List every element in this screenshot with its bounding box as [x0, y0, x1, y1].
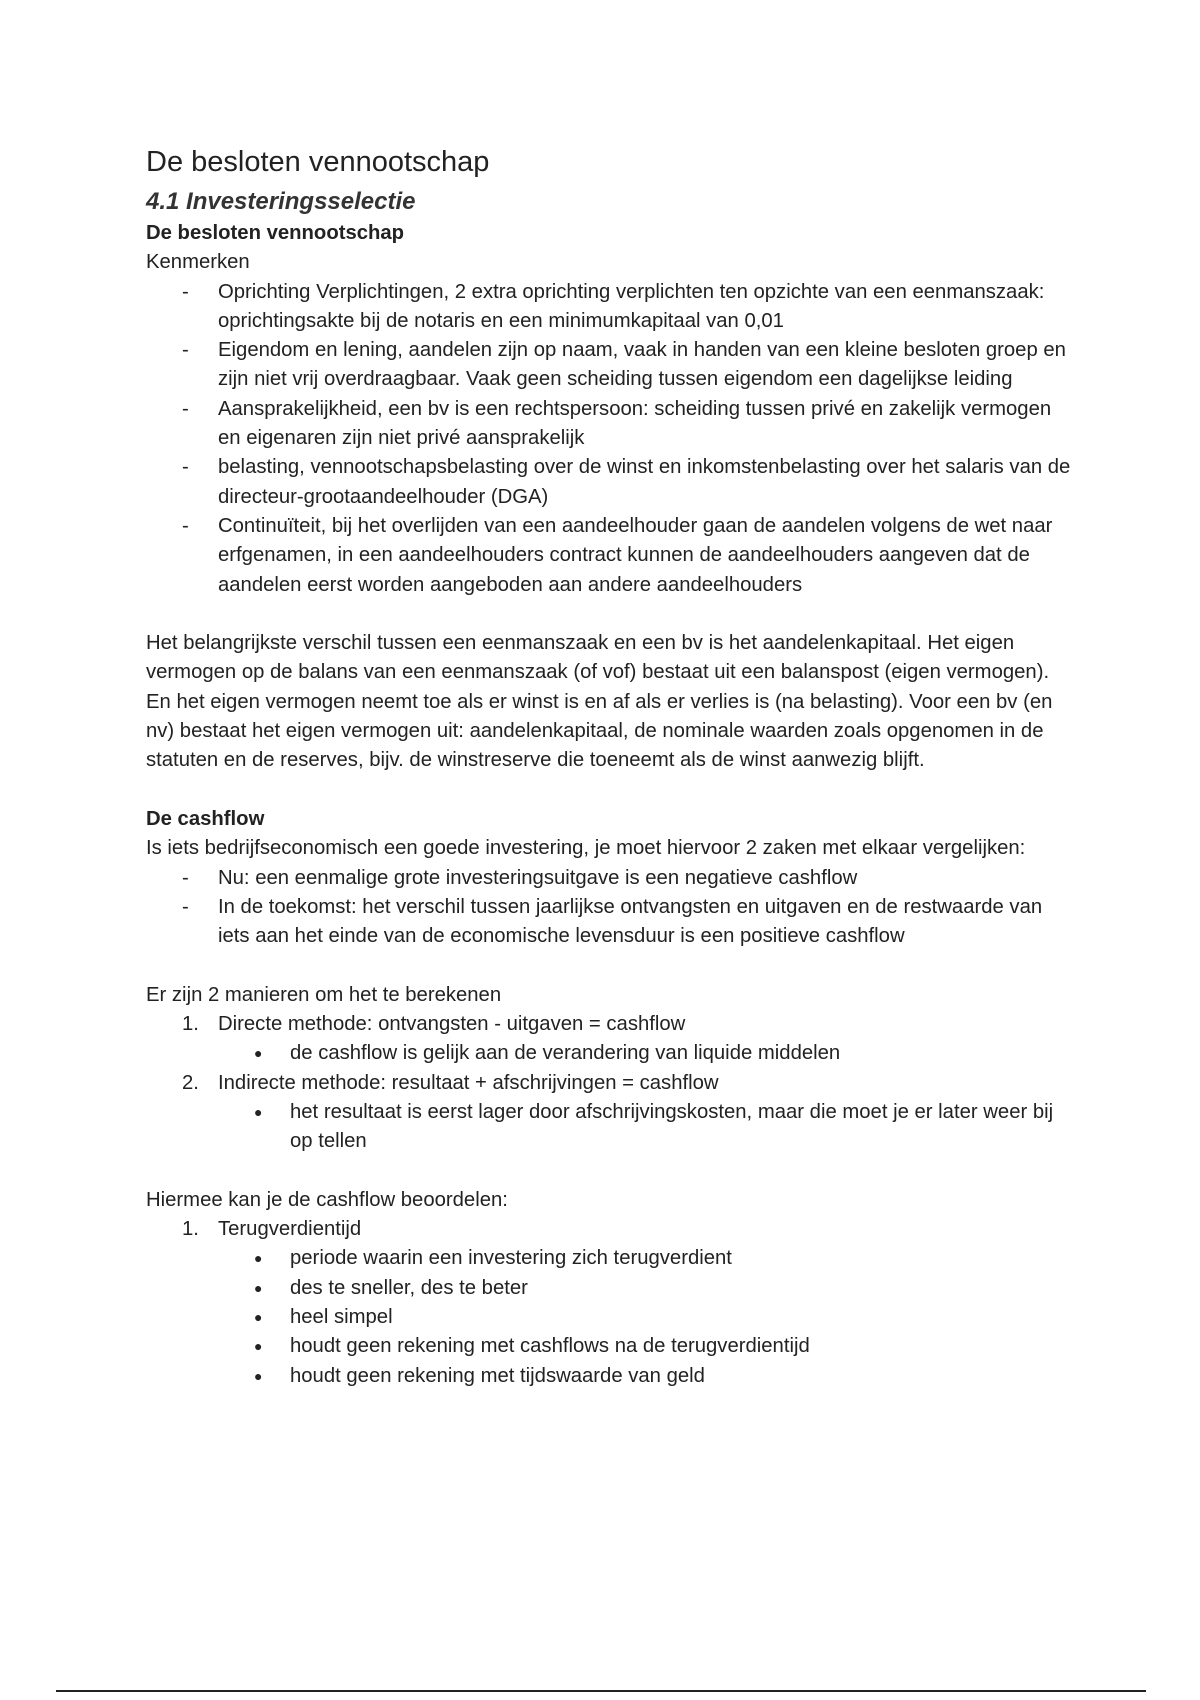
- bullet-list: [146, 1098, 1076, 1157]
- list-item: - Oprichting Verplichtingen, 2 extra oprichting verplichten ten opzichte van een eenmanszaak: oprichtingsakte bij de notaris en een minimumkapitaal van 0,01: [146, 278, 1076, 337]
- bullet-item: ● houdt geen rekening met tijdswaarde van geld: [146, 1362, 1076, 1391]
- judge-list: [146, 1215, 1076, 1244]
- numbered-item-text: Terugverdientijd: [218, 1218, 362, 1241]
- list-number: 2.: [182, 1071, 199, 1094]
- bullet-item: ● houdt geen rekening met cashflows na de terugverdientijd: [146, 1332, 1076, 1361]
- list-item: - Eigendom en lening, aandelen zijn op naam, vaak in handen van een kleine besloten groep en zijn niet vrij overdraagbaar. Vaak geen scheiding tussen eigendom een dagelijkse leiding: [146, 336, 1076, 395]
- document-body: [146, 219, 1076, 1391]
- list-number: 1.: [182, 1013, 199, 1036]
- list-number: 1.: [182, 1218, 199, 1241]
- paragraph-aandelenkapitaal: Het belangrijkste verschil tussen een eenmanszaak en een bv is het aandelenkapitaal. Het eigen vermogen op de balans van een eenmanszaak (of vof) bestaat uit een balanspost (eigen vermogen). En het eigen vermogen neemt toe als er winst is en af als er verlies is (na belasting). Voor een bv (en nv) bestaat het eigen vermogen uit: aandelenkapitaal, de nominale waarden zoals opgenomen in de statuten en de reserves, bijv. de winstreserve die toeneemt als de winst aanwezig blijft.: [146, 632, 1053, 772]
- bullet-item: ● des te sneller, des te beter: [146, 1274, 1076, 1303]
- methods-list: [146, 1010, 1076, 1039]
- cashflow-intro: Is iets bedrijfseconomisch een goede investering, je moet hiervoor 2 zaken met elkaar vergelijken:: [146, 837, 1026, 860]
- kenmerken-label: Kenmerken: [146, 251, 250, 274]
- list-item: - belasting, vennootschapsbelasting over de winst en inkomstenbelasting over het salaris van de directeur-grootaandeelhouder (DGA): [146, 453, 1076, 512]
- methods-list: [146, 1069, 1076, 1098]
- bullet-list: [146, 1039, 1076, 1068]
- numbered-item-text: Directe methode: ontvangsten - uitgaven = cashflow: [218, 1013, 686, 1036]
- list-item: - Continuïteit, bij het overlijden van een aandeelhouder gaan de aandelen volgens de wet naar erfgenamen, in een aandeelhouders contract kunnen de aandeelhouders aangeven dat de aandelen eerst worden aangeboden aan andere aandeelhouders: [146, 512, 1076, 600]
- list-item: - Aansprakelijkheid, een bv is een rechtspersoon: scheiding tussen privé en zakelijk vermogen en eigenaren zijn niet privé aansprakelijk: [146, 395, 1076, 454]
- page-bottom-divider: [56, 1690, 1146, 1692]
- numbered-item: [146, 1215, 1076, 1244]
- list-item: - Nu: een eenmalige grote investeringsuitgave is een negatieve cashflow: [146, 864, 1076, 893]
- kenmerken-list: [146, 278, 1076, 600]
- numbered-item-text: Indirecte methode: resultaat + afschrijvingen = cashflow: [218, 1071, 719, 1094]
- section-heading-cashflow: De cashflow: [146, 807, 265, 830]
- document-title: De besloten vennootschap: [146, 146, 490, 178]
- bullet-item: ● heel simpel: [146, 1303, 1076, 1332]
- methods-intro: Er zijn 2 manieren om het te berekenen: [146, 983, 502, 1006]
- bullet-item: ● het resultaat is eerst lager door afschrijvingskosten, maar die moet je er later weer bij op tellen: [146, 1098, 1076, 1157]
- cashflow-list: [146, 864, 1076, 952]
- judge-intro: Hiermee kan je de cashflow beoordelen:: [146, 1188, 508, 1211]
- list-item: - In de toekomst: het verschil tussen jaarlijkse ontvangsten en uitgaven en de restwaarde van iets aan het einde van de economische levensduur is een positieve cashflow: [146, 893, 1076, 952]
- bullet-list: [146, 1244, 1076, 1390]
- numbered-item: [146, 1010, 1076, 1039]
- numbered-item: [146, 1069, 1076, 1098]
- bullet-item: ● de cashflow is gelijk aan de verandering van liquide middelen: [146, 1039, 1076, 1068]
- section-heading-bv: De besloten vennootschap: [146, 222, 405, 244]
- bullet-item: ● periode waarin een investering zich terugverdient: [146, 1244, 1076, 1273]
- document-subtitle: 4.1 Investeringsselectie: [146, 188, 416, 215]
